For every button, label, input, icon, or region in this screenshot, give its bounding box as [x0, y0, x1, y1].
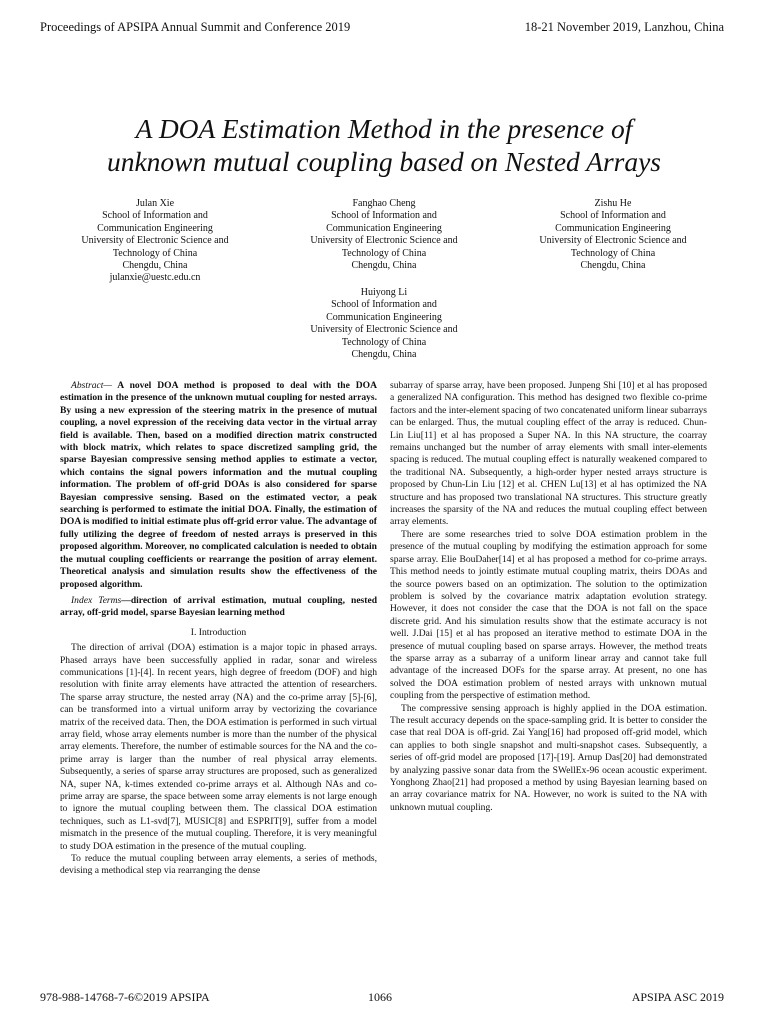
title-line-1: A DOA Estimation Method in the presence of	[135, 113, 633, 144]
author-affiliation-line: University of Electronic Science and	[310, 235, 458, 247]
index-terms-text: —direction of arrival estimation, mutual coupling, nested array, off-grid model, sparse Bayesian learning method	[60, 594, 378, 619]
author-affiliation-line: Technology of China	[341, 247, 427, 259]
author-affiliation-line: School of Information and	[102, 210, 208, 222]
author-affiliation-line: School of Information and	[331, 210, 437, 222]
author-affiliation-line: Technology of China	[112, 247, 198, 259]
body-paragraph: The direction of arrival (DOA) estimation is a major topic in phased arrays. Phased arrays have been successfully applied in radar, sonar and wireless communications [1]-[4]. In recent years, high degree of freedom (DOF) and high resolution with finite array elements have attracted the attention of researchers. The sparse array structure, the nested array (NA) and the co-prime array [5]-[6], can be transformed into a virtual uniform array by vectorizing the covariance matrix of the received data. Then, the DOA estimation is performed in such virtual array field, whose array elements number is more than the number of the physical array elements. Therefore, the number of estimable sources for the NA and the co-prime array is larger than the number of real physical array elements. Subsequently, a series of sparse array structures are proposed, such as generalized NA, super NA, k-times extended co-prime arrays et al. Although NAs and co-prime array are sparse, the space between some array elements is not large enough to ignore the mutual coupling between them. The classical DOA estimation techniques, such as L1-svd[7], MUSIC[8] and ESPRIT[9], suffer from a model mismatch in the presence of the mutual coupling. Therefore, it is very meaningful to study DOA estimation in the presence of the mutual coupling.	[60, 642, 377, 852]
author-affiliation-line: Chengdu, China	[122, 260, 188, 272]
left-column	[60, 380, 377, 878]
body-paragraph: To reduce the mutual coupling between array elements, a series of methods, devising a methodical step via rearranging the dense	[60, 853, 377, 877]
title-line-2: unknown mutual coupling based on Nested Arrays	[106, 146, 662, 177]
author-affiliation-line: Communication Engineering	[97, 222, 213, 234]
index-terms-label: Index Terms	[71, 594, 122, 606]
author-name: Julan Xie	[135, 198, 175, 209]
author-block-1	[63, 198, 247, 285]
conference-date-location: 18-21 November 2019, Lanzhou, China	[524, 20, 724, 34]
section-heading-introduction: I. Introduction	[190, 626, 247, 638]
author-affiliation-line: Technology of China	[570, 247, 656, 259]
footer-conference: APSIPA ASC 2019	[631, 990, 724, 1004]
author-block-4	[292, 287, 476, 361]
index-terms	[60, 595, 377, 620]
author-affiliation-line: School of Information and	[560, 210, 666, 222]
body-paragraph: subarray of sparse array, have been proposed. Junpeng Shi [10] et al has proposed a generalized NA configuration. This method has designed two flexible co-prime factors and the inter-element spacing of two concatenated uniform linear subarrays can be enlarged. Thus, the mutual coupling effect of the array is reduced. Chun-Lin Liu[11] et al has proposed a Super NA. In this NA structure, the coarray remains unchanged but the number of array elements with small inter-elements spacing is reduced. The mutual coupling effect is naturally weakened compared to the traditional NA. Subsequently, a high-order hyper nested arrays structure is proposed by Chun-Lin Liu [12] et al. CHEN Lu[13] et al has optimized the NA structure and has proposed two translational NA structures. This structure greatly increases the sparsity of the NA and reduces the mutual coupling effect between array elements.	[390, 380, 707, 528]
author-affiliation-line: Communication Engineering	[326, 311, 442, 323]
author-affiliation-line: Technology of China	[341, 336, 427, 348]
author-affiliation-line: Chengdu, China	[351, 349, 417, 361]
author-affiliation-line: Chengdu, China	[580, 260, 646, 272]
abstract-label: Abstract—	[71, 380, 112, 391]
paper-title	[0, 112, 768, 178]
abstract	[60, 380, 377, 591]
author-block-2	[292, 198, 476, 272]
footer-isbn: 978-988-14768-7-6©2019 APSIPA	[40, 990, 210, 1004]
body-paragraph: There are some researches tried to solve DOA estimation problem in the presence of the mutual coupling by modifying the estimation approach for some sparse array. Elie BouDaher[14] et al has proposed a method for co-prime arrays. This method needs to jointly estimate mutual coupling matrix, theirs DOAs and the source powers based on an optimization. The solution to the optimization problem is solved by the covariance matrix adaptation evolution strategy. However, it does not consider the case that the DOA is not fall on the space discrete grid. And his simulation results show that the estimate accuracy is not well. J.Dai [15] et al has proposed an iterative method to estimate DOA in the presence of mutual coupling based on sparse arrays. However, the method treats the sparse array as a subarray of a uniform linear array and cannot take full advantage of the increased DOFs for the sparse array. At present, no one has solved the DOA estimation problem of nested arrays with unknown mutual coupling from the perspective of estimation method.	[390, 528, 707, 702]
author-affiliation-line: Chengdu, China	[351, 260, 417, 272]
author-name: Fanghao Cheng	[352, 198, 416, 209]
conference-header: Proceedings of APSIPA Annual Summit and Conference 2019	[40, 20, 351, 34]
author-block-3	[521, 198, 705, 272]
author-affiliation-line: University of Electronic Science and	[310, 324, 458, 336]
author-name: Zishu He	[594, 198, 632, 209]
abstract-text: A novel DOA method is proposed to deal with the DOA estimation in the presence of the unknown mutual coupling for nested arrays. By using a new expression of the steering matrix in the presence of mutual coupling, a novel expression of the receiving data vector in the virtual array field is available. Then, based on a modified direction matrix constructed with block matrix, which relates to space discretized sampling grid, the sparse Bayesian compressive sensing method applies to estimate a vector, which contains the signal powers information and the mutual coupling information. The problem of off-grid DOAs is also considered for sparse Bayesian compressive sensing. Based on the estimated vector, a peak searching is performed to estimate the initial DOA. Finally, the estimation of DOA is modified to initial estimate plus off-grid error value. The advantage of fully utilizing the degree of freedom of nested arrays is preserved in this proposed algorithm. Moreover, no complicated calculation is needed to obtain the mutual coupling coefficients or rearrange the position of array element. Theoretical analysis and simulation results show the effectiveness of the proposed algorithm.	[60, 380, 377, 590]
author-name: Huiyong Li	[360, 287, 408, 298]
right-column	[390, 380, 707, 814]
author-affiliation-line: University of Electronic Science and	[539, 235, 687, 247]
body-paragraph: The compressive sensing approach is highly applied in the DOA estimation. The result accuracy depends on the space-sampling grid. It is better to consider the case that real DOA is off-grid. Zai Yang[16] had proposed off-grid model, which can applies to both single snapshot and multi-snapshot cases. Subsequently, a series of off-grid model are proposed [17]-[19]. Arnup Das[20] had demonstrated by analyzing passive sonar data from the SWellEx-96 ocean acoustic experiment. Yonghong Zhao[21] had proposed a method by using Bayesian learning based on an array covariance matrix for NA. However, no work is suited to the NA with unknown mutual coupling.	[390, 702, 707, 813]
author-email: julanxie@uestc.edu.cn	[109, 272, 201, 284]
page-number: 1066	[368, 990, 392, 1004]
author-affiliation-line: Communication Engineering	[326, 222, 442, 234]
author-affiliation-line: Communication Engineering	[555, 222, 671, 234]
author-affiliation-line: University of Electronic Science and	[81, 235, 229, 247]
author-affiliation-line: School of Information and	[331, 299, 437, 311]
